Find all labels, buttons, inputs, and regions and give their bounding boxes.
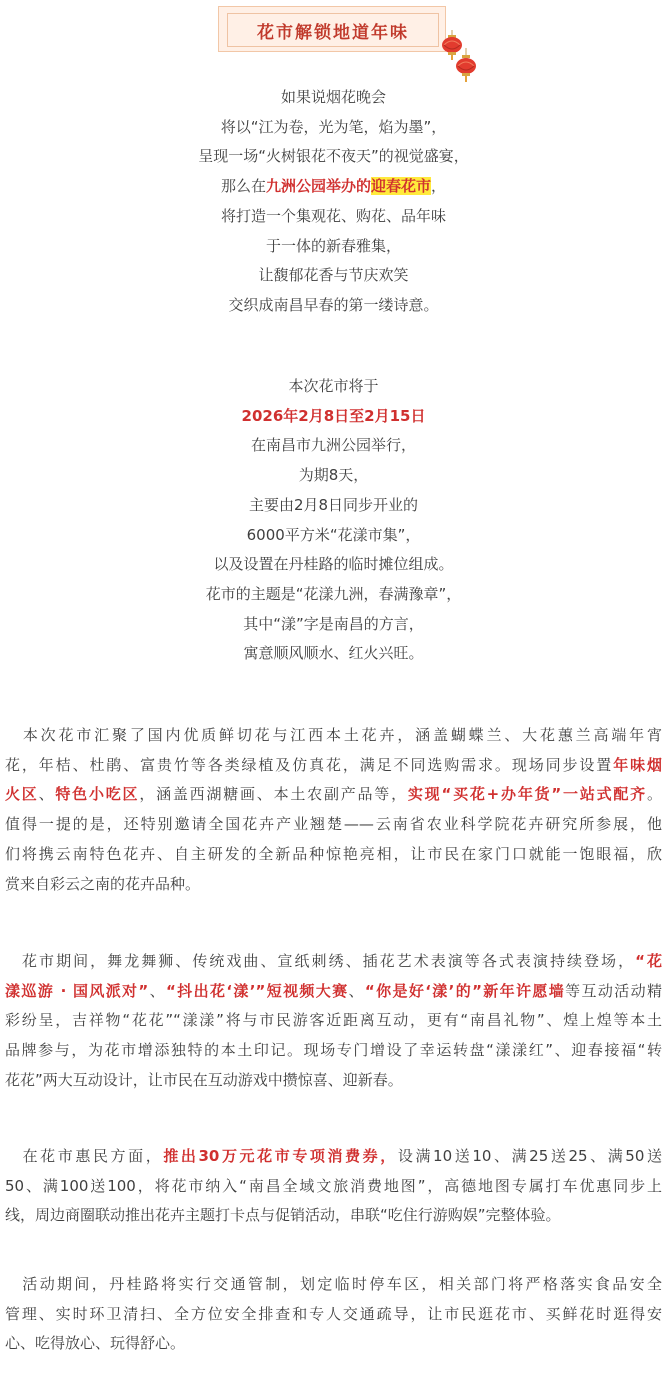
text-line [5, 1142, 662, 1172]
text-segment: 花市的主题是“花漾九洲，春满豫章”， [205, 584, 462, 603]
text-segment: 让馥郁花香与节庆欢笑 [258, 266, 409, 285]
text-line [5, 947, 662, 977]
text-line [0, 232, 667, 262]
text-segment: 交织成南昌早春的第一缕诗意。 [228, 295, 439, 314]
text-line [5, 1201, 662, 1231]
paragraph-vouchers [5, 1142, 662, 1231]
text-line [0, 291, 667, 321]
text-segment: 活动期间，丹桂路将实行交通管制，划定临时停车区，相关部门将严格落实食品安全 [5, 1275, 662, 1293]
text-line [0, 172, 667, 202]
text-segment: 、 [148, 981, 167, 1000]
text-line [0, 461, 667, 491]
text-segment: 在南昌市九洲公园举行， [250, 436, 416, 455]
text-segment: 花市期间，舞龙舞狮、传统戏曲、宣纸刺绣、插花艺术表演等各式表演持续登场， [5, 952, 636, 970]
text-segment: 。 [646, 785, 662, 804]
text-segment: 在花市惠民方面， [5, 1147, 164, 1165]
title-box [218, 6, 446, 52]
text-line [0, 431, 667, 461]
text-line [5, 1036, 662, 1066]
emphasis-text: 火区 [5, 785, 39, 804]
text-line [5, 1270, 662, 1300]
text-segment: 花，年桔、杜鹃、富贵竹等各类绿植及仿真花，满足不同选购需求。现场同步设置 [5, 755, 614, 774]
text-segment: 线，周边商圈联动推出花卉主题打卡点与促销活动，串联“吃住行游购娱”完整体验。 [5, 1206, 561, 1225]
text-line [5, 721, 662, 751]
text-line [0, 261, 667, 291]
text-segment: 以及设置在丹桂路的临时摊位组成。 [213, 555, 454, 574]
text-segment: 彩纷呈，吉祥物“花花”“漾漾”将与市民游客近距离互动，更有“南昌礼物”、煌上煌等本土 [5, 1011, 662, 1030]
emphasis-text: 漾巡游 · 国风派对” [5, 981, 149, 1000]
text-line [5, 1300, 662, 1330]
text-segment: 那么在 [220, 177, 266, 196]
text-line [0, 550, 667, 580]
text-segment: ， [431, 177, 447, 196]
text-segment: 主要由2月8日同步开业的 [248, 495, 419, 514]
text-segment: 管理、实时环卫清扫、全方位安全排查和专人交通疏导，让市民逛花市、买鲜花时逛得安 [5, 1304, 662, 1323]
paragraph-flowers [5, 721, 662, 899]
emphasis-text: “你是好‘漾’的”新年许愿墙 [364, 981, 566, 1000]
text-segment: 、 [38, 785, 56, 804]
text-line [0, 610, 667, 640]
text-segment: 呈现一场“火树银花不夜天”的视觉盛宴， [198, 147, 469, 166]
text-segment: 值得一提的是，还特别邀请全国花卉产业翘楚——云南省农业科学院花卉研究所参展，他 [5, 815, 662, 834]
text-segment: 心、吃得放心、玩得舒心。 [5, 1334, 186, 1353]
emphasis-text: 实现“买花+办年货”一站式配齐 [407, 785, 647, 804]
emphasis-text: “抖出花‘漾’”短视频大赛 [166, 981, 349, 1000]
text-segment: 本次花市将于 [288, 377, 379, 395]
text-line [5, 1172, 662, 1202]
paragraph-activities [5, 947, 662, 1096]
text-segment: ，涵盖西湖糖画、本土农副产品等， [139, 785, 408, 804]
highlighted-text: 迎春花市 [371, 177, 432, 196]
text-segment: 设满10送10、满25送25、满50送 [397, 1147, 662, 1165]
text-line [5, 1066, 662, 1096]
text-line [0, 491, 667, 521]
text-segment: 、 [348, 981, 365, 1000]
text-line [0, 372, 667, 402]
emphasis-text: 年味烟 [613, 755, 662, 774]
text-segment: 其中“漾”字是南昌的方言， [243, 614, 424, 633]
text-line [5, 1006, 662, 1036]
text-line [0, 402, 667, 432]
text-segment: 50、满100送100，将花市纳入“南昌全域文旅消费地图”，高德地图专属打车优惠同步上 [5, 1176, 662, 1195]
text-line [5, 870, 662, 900]
emphasis-text: 特色小吃区 [55, 785, 140, 804]
text-line [0, 83, 667, 113]
text-segment: 花花”两大互动设计，让市民在互动游戏中攒惊喜、迎新春。 [5, 1070, 403, 1089]
text-segment: 等互动活动精 [565, 981, 662, 1000]
text-segment: 为期8天， [298, 466, 369, 485]
text-segment: 将打造一个集观花、购花、品年味 [220, 206, 446, 225]
paragraph-traffic [5, 1270, 662, 1359]
text-line [0, 113, 667, 143]
title-banner [218, 6, 450, 54]
text-segment: 们将携云南特色花卉、自主研发的全新品种惊艳亮相，让市民在家门口就能一饱眼福，欣 [5, 844, 662, 863]
emphasis-text: 九洲公园举办的 [265, 177, 371, 196]
text-line [5, 780, 662, 810]
text-line [0, 639, 667, 669]
text-segment: 将以“江为卷，光为笔，焰为墨”， [220, 117, 447, 136]
text-line [5, 977, 662, 1007]
schedule-poem [0, 372, 667, 669]
text-segment: 寓意顺风顺水、红火兴旺。 [243, 644, 424, 663]
text-line [0, 580, 667, 610]
lantern-icon [440, 30, 480, 90]
title-inner-frame [227, 13, 439, 47]
text-line [5, 1329, 662, 1359]
text-segment: 赏来自彩云之南的花卉品种。 [5, 874, 201, 893]
text-line [0, 521, 667, 551]
text-line [0, 202, 667, 232]
emphasis-text: “花 [635, 952, 662, 970]
text-line [5, 751, 662, 781]
text-line [0, 142, 667, 172]
text-segment: 本次花市汇聚了国内优质鲜切花与江西本土花卉，涵盖蝴蝶兰、大花蕙兰高端年宵 [5, 726, 662, 744]
emphasis-text: 2026年2月8日至2月15日 [241, 406, 426, 425]
intro-poem [0, 83, 667, 321]
text-line [5, 810, 662, 840]
text-segment: 于一体的新春雅集， [265, 236, 401, 255]
text-line [5, 840, 662, 870]
emphasis-text: 推出30万元花市专项消费券， [163, 1147, 398, 1165]
text-segment: 6000平方米“花漾市集”， [246, 525, 421, 544]
text-segment: 品牌参与，为花市增添独特的本土印记。现场专门增设了幸运转盘“漾漾红”、迎春接福“转 [5, 1041, 662, 1060]
text-segment: 如果说烟花晚会 [280, 88, 386, 106]
article-title: 花市解锁地道年味 [257, 22, 409, 43]
